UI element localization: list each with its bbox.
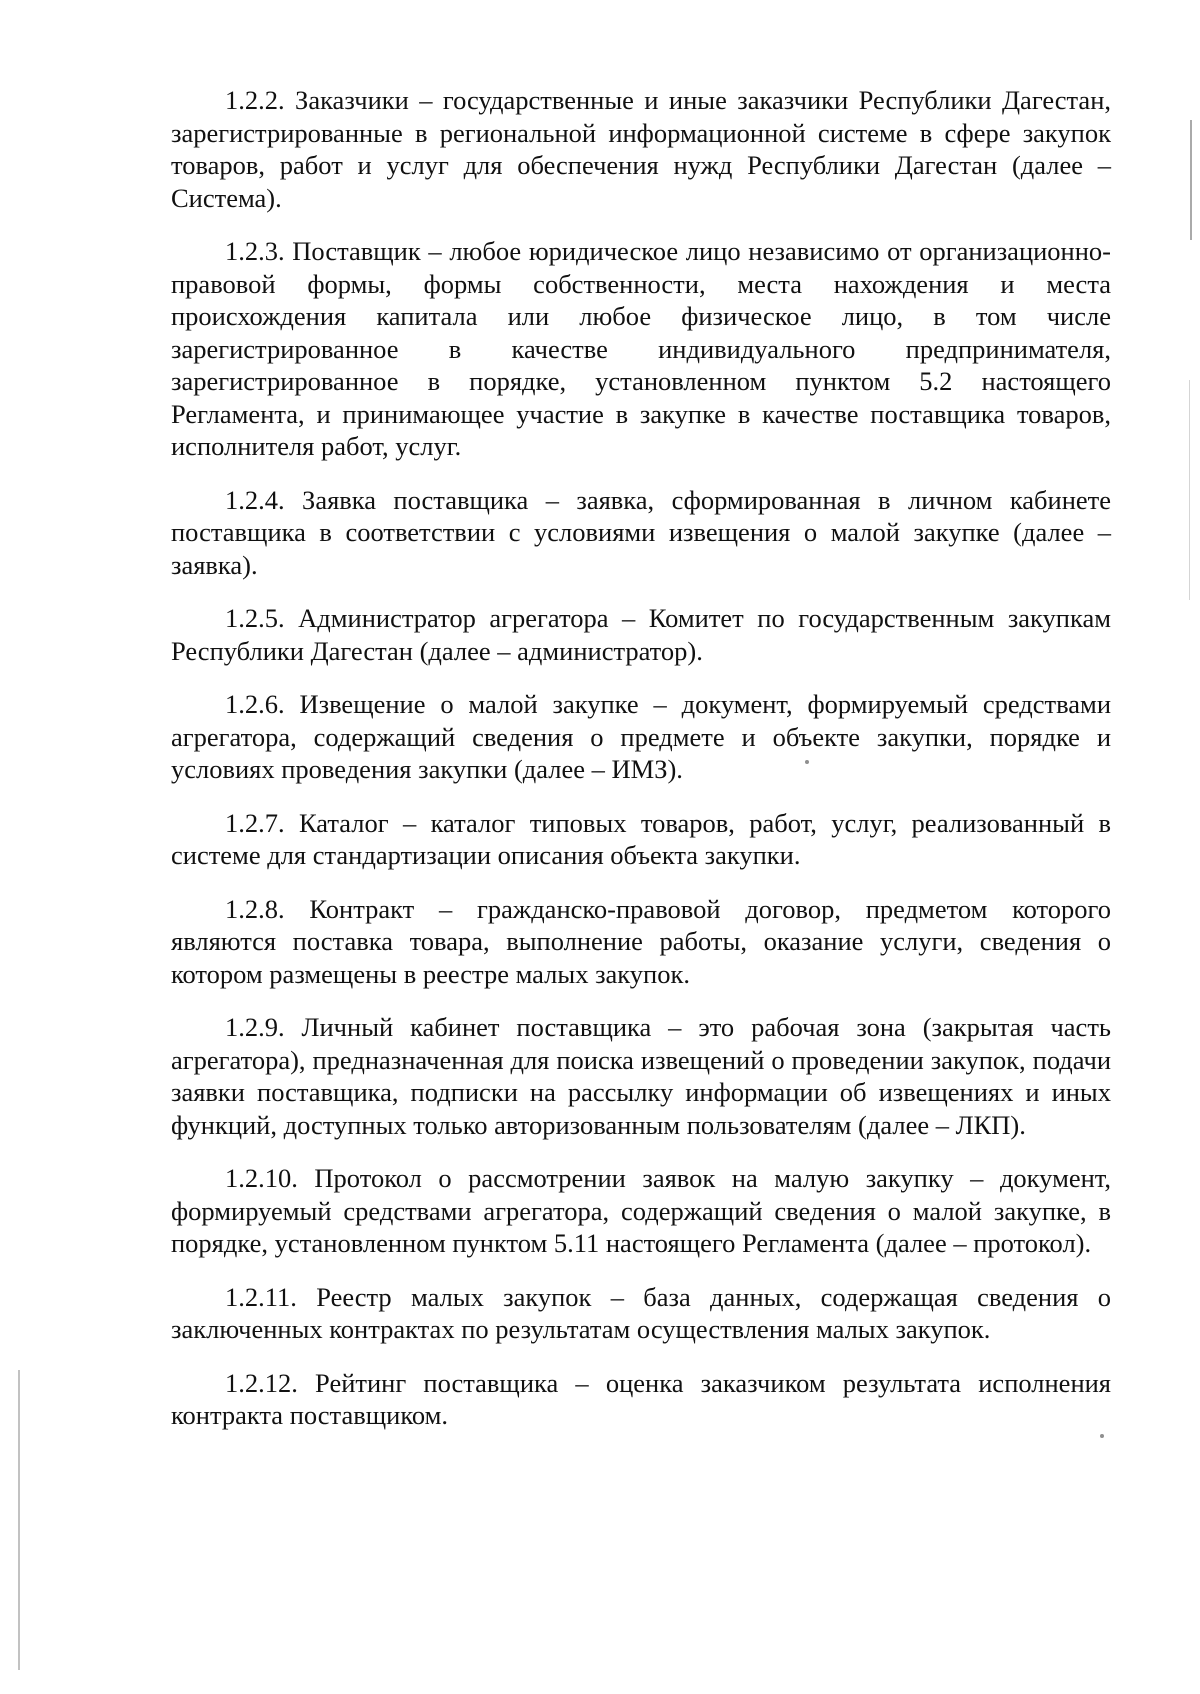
paragraph-1-2-5: 1.2.5. Администратор агрегатора – Комитет по государственным закупкам Республики Дагестан (далее – администратор). [171,603,1111,666]
scan-edge-artifact [1190,120,1192,240]
paragraph-1-2-9: 1.2.9. Личный кабинет поставщика – это рабочая зона (закрытая часть агрегатора), предназначенная для поиска извещений о проведении закупок, подачи заявки поставщика, подписки на рассылку информации об извещениях и иных функций, доступных только авторизованным пользователям (далее – ЛКП). [171,1012,1111,1140]
scan-edge-artifact [1189,380,1190,600]
paragraph-1-2-6: 1.2.6. Извещение о малой закупке – документ, формируемый средствами агрегатора, содержащий сведения о предмете и объекте закупки, порядке и условиях проведения закупки (далее – ИМЗ). [171,689,1111,784]
paragraph-1-2-8: 1.2.8. Контракт – гражданско-правовой договор, предметом которого являются поставка товара, выполнение работы, оказание услуги, сведения о котором размещены в реестре малых закупок. [171,893,1111,989]
paragraph-1-2-12: 1.2.12. Рейтинг поставщика – оценка заказчиком результата исполнения контракта поставщиком. [171,1367,1111,1430]
paragraph-1-2-4: 1.2.4. Заявка поставщика – заявка, сформированная в личном кабинете поставщика в соответствии с условиями извещения о малой закупке (далее – заявка). [171,484,1111,580]
paragraph-1-2-2: 1.2.2. Заказчики – государственные и иные заказчики Республики Дагестан, зарегистрированные в региональной информационной системе в сфере закупок товаров, работ и услуг для обеспечения нужд Республики Дагестан (далее – Система). [171,85,1111,213]
paragraph-1-2-10: 1.2.10. Протокол о рассмотрении заявок на малую закупку – документ, формируемый средствами агрегатора, содержащий сведения о малой закупке, в порядке, установленном пунктом 5.11 настоящего Регламента (далее – протокол). [171,1163,1111,1258]
paragraph-1-2-11: 1.2.11. Реестр малых закупок – база данных, содержащая сведения о заключенных контрактах по результатам осуществления малых закупок. [171,1281,1111,1344]
paragraph-1-2-7: 1.2.7. Каталог – каталог типовых товаров, работ, услуг, реализованный в системе для стандартизации описания объекта закупки. [171,807,1111,870]
document-body [171,84,1111,1453]
paragraph-1-2-3: 1.2.3. Поставщик – любое юридическое лицо независимо от организационно-правовой формы, формы собственности, места нахождения и места происхождения капитала или любое физическое лицо, в том числе зарегистрированное в качестве индивидуального предпринимателя, зарегистрированное в порядке, установленном пунктом 5.2 настоящего Регламента, и принимающее участие в закупке в качестве поставщика товаров, исполнителя работ, услуг. [171,236,1111,461]
scan-edge-artifact [18,1370,20,1670]
